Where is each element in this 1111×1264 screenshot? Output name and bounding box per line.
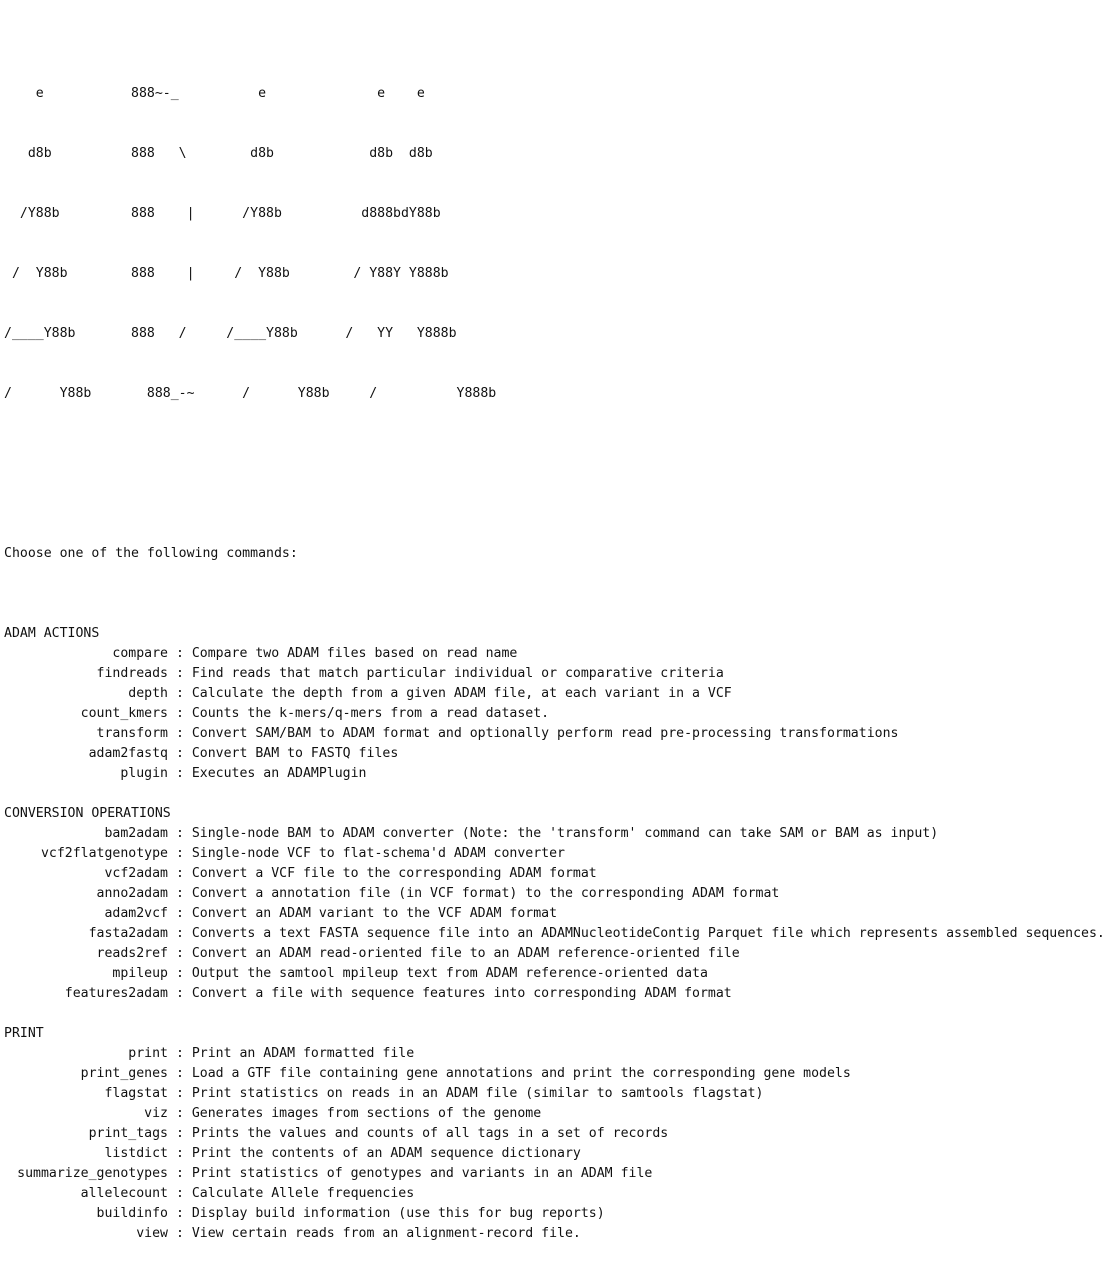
command-name: adam2vcf — [104, 906, 168, 921]
command-name: bam2adam — [104, 826, 168, 841]
command-separator: : — [168, 1106, 192, 1121]
command-separator: : — [168, 726, 192, 741]
command-description: Converts a text FASTA sequence file into an ADAMNucleotideContig Parquet file which represents assembled sequences. — [191, 926, 1105, 941]
command-row — [4, 884, 1111, 904]
command-separator: : — [168, 1226, 192, 1241]
command-separator: : — [168, 646, 192, 661]
command-separator: : — [168, 886, 192, 901]
command-separator: : — [168, 666, 192, 681]
logo-line: / Y88b 888_-~ / Y88b / Y888b — [4, 386, 497, 401]
command-separator: : — [168, 826, 192, 841]
command-description: Output the samtool mpileup text from ADAM reference-oriented data — [191, 966, 708, 981]
command-separator: : — [168, 1086, 192, 1101]
command-row — [4, 644, 1111, 664]
command-name: buildinfo — [96, 1206, 168, 1221]
command-name: vcf2flatgenotype — [40, 846, 168, 861]
command-name: flagstat — [104, 1086, 168, 1101]
command-name: viz — [144, 1106, 168, 1121]
command-description: Find reads that match particular individual or comparative criteria — [191, 666, 724, 681]
command-name: transform — [96, 726, 168, 741]
command-description: Convert an ADAM read-oriented file to an ADAM reference-oriented file — [191, 946, 740, 961]
section-title: PRINT — [4, 1026, 44, 1041]
command-name: print — [128, 1046, 168, 1061]
command-row — [4, 844, 1111, 864]
command-name: count_kmers — [80, 706, 168, 721]
command-name: findreads — [96, 666, 168, 681]
command-name: listdict — [104, 1146, 168, 1161]
command-separator: : — [168, 1206, 192, 1221]
logo-line: d8b 888 \ d8b d8b d8b — [4, 146, 433, 161]
command-separator: : — [168, 766, 192, 781]
command-description: Generates images from sections of the genome — [191, 1106, 542, 1121]
command-description: View certain reads from an alignment-record file. — [191, 1226, 581, 1241]
command-name: plugin — [120, 766, 168, 781]
command-separator: : — [168, 1186, 192, 1201]
command-row — [4, 724, 1111, 744]
command-description: Convert a VCF file to the corresponding ADAM format — [191, 866, 597, 881]
command-separator: : — [168, 1146, 192, 1161]
command-name: allelecount — [80, 1186, 168, 1201]
command-description: Executes an ADAMPlugin — [191, 766, 367, 781]
command-row — [4, 764, 1111, 784]
command-separator: : — [168, 906, 192, 921]
command-row — [4, 1164, 1111, 1184]
command-row — [4, 1064, 1111, 1084]
command-description: Calculate Allele frequencies — [191, 1186, 415, 1201]
command-name: summarize_genotypes — [17, 1166, 168, 1181]
command-row — [4, 1184, 1111, 1204]
command-description: Calculate the depth from a given ADAM file, at each variant in a VCF — [191, 686, 732, 701]
command-name: print_tags — [88, 1126, 168, 1141]
logo-line: /____Y88b 888 / /____Y88b / YY Y888b — [4, 326, 457, 341]
command-row — [4, 904, 1111, 924]
command-row — [4, 1124, 1111, 1144]
command-row — [4, 964, 1111, 984]
section-title: CONVERSION OPERATIONS — [4, 806, 171, 821]
command-row — [4, 1204, 1111, 1224]
command-name: print_genes — [80, 1066, 168, 1081]
command-name: depth — [128, 686, 168, 701]
blank-line — [4, 604, 1111, 624]
blank-line — [4, 1004, 1111, 1024]
command-name: view — [136, 1226, 168, 1241]
command-row — [4, 984, 1111, 1004]
command-separator: : — [168, 1126, 192, 1141]
command-description: Print statistics of genotypes and variants in an ADAM file — [191, 1166, 653, 1181]
command-separator: : — [168, 1046, 192, 1061]
command-description: Convert BAM to FASTQ files — [191, 746, 399, 761]
command-row — [4, 1224, 1111, 1244]
command-separator: : — [168, 846, 192, 861]
command-description: Print the contents of an ADAM sequence dictionary — [191, 1146, 581, 1161]
command-description: Load a GTF file containing gene annotations and print the corresponding gene models — [191, 1066, 851, 1081]
command-row — [4, 944, 1111, 964]
blank-line — [4, 784, 1111, 804]
logo-line: e 888~-_ e e e — [4, 86, 425, 101]
command-row — [4, 1104, 1111, 1124]
section-title: ADAM ACTIONS — [4, 626, 100, 641]
command-separator: : — [168, 686, 192, 701]
command-name: features2adam — [64, 986, 168, 1001]
command-row — [4, 924, 1111, 944]
command-separator: : — [168, 1066, 192, 1081]
command-separator: : — [168, 746, 192, 761]
command-separator: : — [168, 946, 192, 961]
logo-line: / Y88b 888 | / Y88b / Y88Y Y888b — [4, 266, 449, 281]
ascii-logo — [4, 44, 1111, 444]
command-description: Convert an ADAM variant to the VCF ADAM format — [191, 906, 558, 921]
blank-line — [4, 484, 1111, 504]
command-description: Convert a file with sequence features into corresponding ADAM format — [191, 986, 732, 1001]
command-name: fasta2adam — [88, 926, 168, 941]
prompt-text: Choose one of the following commands: — [4, 546, 298, 561]
command-description: Display build information (use this for bug reports) — [191, 1206, 605, 1221]
command-row — [4, 1084, 1111, 1104]
logo-line: /Y88b 888 | /Y88b d888bdY88b — [4, 206, 441, 221]
command-description: Print statistics on reads in an ADAM file (similar to samtools flagstat) — [191, 1086, 764, 1101]
command-name: anno2adam — [96, 886, 168, 901]
command-separator: : — [168, 966, 192, 981]
command-row — [4, 1144, 1111, 1164]
command-separator: : — [168, 1166, 192, 1181]
command-separator: : — [168, 706, 192, 721]
command-separator: : — [168, 986, 192, 1001]
command-description: Single-node VCF to flat-schema'd ADAM converter — [191, 846, 565, 861]
command-sections — [4, 604, 1111, 1244]
command-description: Counts the k-mers/q-mers from a read dataset. — [191, 706, 550, 721]
command-description: Print an ADAM formatted file — [191, 1046, 415, 1061]
command-row — [4, 684, 1111, 704]
command-separator: : — [168, 926, 192, 941]
command-description: Single-node BAM to ADAM converter (Note: the 'transform' command can take SAM or BAM as input) — [191, 826, 939, 841]
command-row — [4, 744, 1111, 764]
command-name: vcf2adam — [104, 866, 168, 881]
command-name: mpileup — [112, 966, 168, 981]
command-description: Convert SAM/BAM to ADAM format and optionally perform read pre-processing transformations — [191, 726, 899, 741]
command-description: Prints the values and counts of all tags in a set of records — [191, 1126, 669, 1141]
command-name: adam2fastq — [88, 746, 168, 761]
command-name: compare — [112, 646, 168, 661]
command-row — [4, 704, 1111, 724]
command-row — [4, 664, 1111, 684]
command-row — [4, 824, 1111, 844]
command-description: Compare two ADAM files based on read name — [191, 646, 518, 661]
command-description: Convert a annotation file (in VCF format) to the corresponding ADAM format — [191, 886, 780, 901]
command-row — [4, 864, 1111, 884]
command-row — [4, 1044, 1111, 1064]
command-separator: : — [168, 866, 192, 881]
command-name: reads2ref — [96, 946, 168, 961]
